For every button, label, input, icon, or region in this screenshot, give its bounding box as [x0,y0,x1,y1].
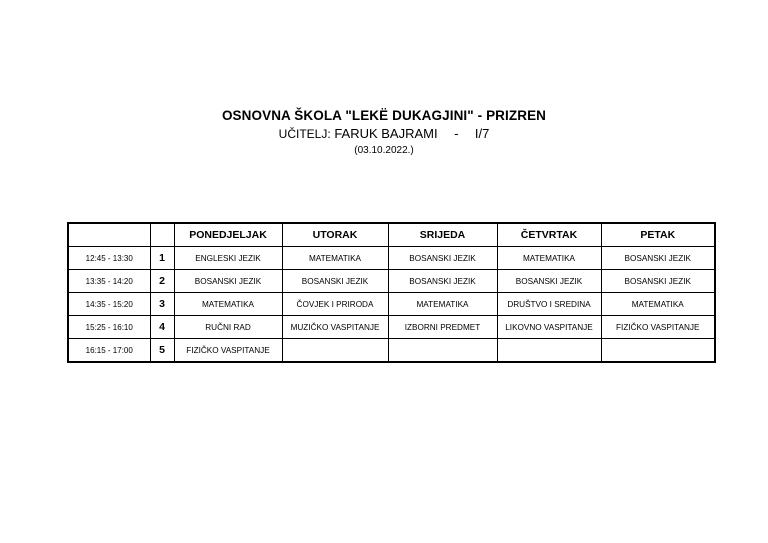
period-number: 3 [150,293,174,316]
subject-cell: DRUŠTVO I SREDINA [497,293,601,316]
table-row [68,316,715,339]
time-cell: 16:15 - 17:00 [68,339,150,363]
time-cell: 12:45 - 13:30 [68,247,150,270]
day-header: PONEDJELJAK [174,223,282,247]
time-cell: 13:35 - 14:20 [68,270,150,293]
schedule-table [67,222,716,363]
time-cell: 15:25 - 16:10 [68,316,150,339]
subject-cell: BOSANSKI JEZIK [601,247,715,270]
teacher-label: UČITELJ: [278,127,331,141]
class-label: I/7 [474,126,490,141]
subject-cell: BOSANSKI JEZIK [174,270,282,293]
subject-cell: RUČNI RAD [174,316,282,339]
schedule-date: (03.10.2022.) [354,145,414,156]
period-number: 2 [150,270,174,293]
subject-cell: ENGLESKI JEZIK [174,247,282,270]
time-cell: 14:35 - 15:20 [68,293,150,316]
subject-cell: LIKOVNO VASPITANJE [497,316,601,339]
day-header: SRIJEDA [388,223,497,247]
teacher-separator: - [454,126,459,141]
teacher-line [0,126,768,142]
school-title: OSNOVNA ŠKOLA "LEKË DUKAGJINI" - PRIZREN [221,108,547,123]
subject-cell: MATEMATIKA [388,293,497,316]
table-row [68,270,715,293]
table-row [68,247,715,270]
subject-cell [282,339,388,363]
subject-cell: MATEMATIKA [174,293,282,316]
header-time-cell [68,223,150,247]
period-number: 5 [150,339,174,363]
day-header: UTORAK [282,223,388,247]
subject-cell: BOSANSKI JEZIK [497,270,601,293]
subject-cell [601,339,715,363]
subject-cell: ČOVJEK I PRIRODA [282,293,388,316]
header-num-cell [150,223,174,247]
subject-cell [497,339,601,363]
subject-cell: MATEMATIKA [497,247,601,270]
subject-cell [388,339,497,363]
period-number: 1 [150,247,174,270]
period-number: 4 [150,316,174,339]
subject-cell: MUZIČKO VASPITANJE [282,316,388,339]
subject-cell: BOSANSKI JEZIK [282,270,388,293]
day-header: PETAK [601,223,715,247]
subject-cell: BOSANSKI JEZIK [388,247,497,270]
subject-cell: MATEMATIKA [601,293,715,316]
subject-cell: FIZIČKO VASPITANJE [601,316,715,339]
teacher-name: FARUK BAJRAMI [334,126,438,141]
subject-cell: MATEMATIKA [282,247,388,270]
table-row [68,339,715,363]
document-header [0,107,768,157]
subject-cell: BOSANSKI JEZIK [601,270,715,293]
subject-cell: FIZIČKO VASPITANJE [174,339,282,363]
schedule-header-row [68,223,715,247]
subject-cell: BOSANSKI JEZIK [388,270,497,293]
day-header: ČETVRTAK [497,223,601,247]
table-row [68,293,715,316]
subject-cell: IZBORNI PREDMET [388,316,497,339]
